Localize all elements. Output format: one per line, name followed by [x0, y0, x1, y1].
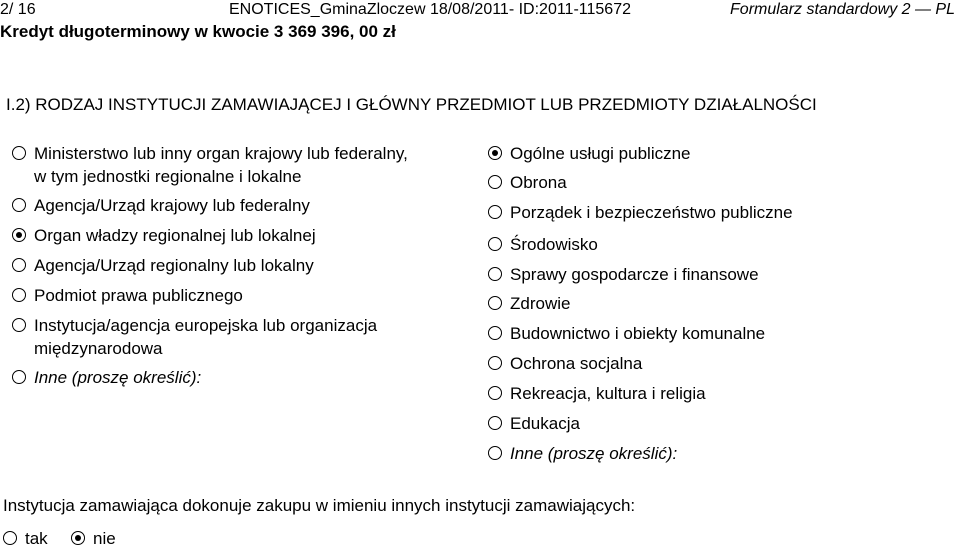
radio-button[interactable] — [3, 531, 17, 545]
option-label: tak — [25, 529, 48, 548]
option-label: Ministerstwo lub inny organ krajowy lub federalny, — [34, 144, 408, 163]
radio-button[interactable] — [488, 386, 502, 400]
activity-option-health[interactable] — [488, 292, 570, 315]
radio-button[interactable] — [488, 237, 502, 251]
activity-option-defence[interactable] — [488, 171, 567, 194]
on-behalf-question: Instytucja zamawiająca dokonuje zakupu w imieniu innych instytucji zamawiających: — [3, 496, 636, 515]
option-label: Porządek i bezpieczeństwo publiczne — [510, 203, 793, 222]
activity-option-other[interactable] — [488, 442, 677, 465]
on-behalf-option-yes[interactable] — [3, 527, 48, 550]
option-label: Środowisko — [510, 235, 598, 254]
section-heading: I.2) RODZAJ INSTYTUCJI ZAMAWIAJĄCEJ I GŁÓWNY PRZEDMIOT LUB PRZEDMIOTY DZIAŁALNOŚCI — [6, 95, 817, 114]
activity-option-recreation[interactable] — [488, 382, 706, 405]
authority-option-european-institution[interactable] — [12, 314, 377, 360]
radio-button-selected[interactable] — [71, 531, 85, 545]
option-label: Inne (proszę określić): — [34, 368, 202, 387]
radio-button[interactable] — [488, 205, 502, 219]
radio-button[interactable] — [12, 146, 26, 160]
radio-button-selected[interactable] — [488, 146, 502, 160]
radio-button[interactable] — [12, 258, 26, 272]
radio-button[interactable] — [488, 296, 502, 310]
option-label-cont: międzynarodowa — [34, 339, 163, 358]
option-label: Zdrowie — [510, 294, 571, 313]
option-label-cont: w tym jednostki regionalne i lokalne — [34, 167, 302, 186]
radio-button-selected[interactable] — [12, 228, 26, 242]
radio-button[interactable] — [12, 318, 26, 332]
option-label: Budownictwo i obiekty komunalne — [510, 324, 766, 343]
form-name: Formularz standardowy 2 — PL — [730, 1, 955, 18]
authority-option-other[interactable] — [12, 366, 201, 389]
option-label: Organ władzy regionalnej lub lokalnej — [34, 226, 316, 245]
radio-button[interactable] — [12, 370, 26, 384]
page-number: 2/ 16 — [0, 1, 36, 18]
option-label: Agencja/Urząd krajowy lub federalny — [34, 196, 310, 215]
authority-option-public-law-body[interactable] — [12, 284, 243, 307]
option-label: nie — [93, 529, 116, 548]
authority-option-regional-agency[interactable] — [12, 254, 314, 277]
option-label: Obrona — [510, 173, 567, 192]
option-label: Sprawy gospodarcze i finansowe — [510, 265, 759, 284]
radio-button[interactable] — [12, 288, 26, 302]
option-label: Ogólne usługi publiczne — [510, 144, 691, 163]
radio-button[interactable] — [488, 416, 502, 430]
on-behalf-option-no[interactable] — [71, 527, 116, 550]
option-label: Inne (proszę określić): — [510, 444, 678, 463]
radio-button[interactable] — [488, 356, 502, 370]
activity-option-general-public-services[interactable] — [488, 142, 691, 165]
document-id: ENOTICES_GminaZloczew 18/08/2011- ID:2011-115672 — [229, 1, 631, 18]
activity-option-social-protection[interactable] — [488, 352, 642, 375]
option-label: Edukacja — [510, 414, 580, 433]
authority-option-regional-authority[interactable] — [12, 224, 316, 247]
radio-button[interactable] — [488, 267, 502, 281]
option-label: Instytucja/agencja europejska lub organizacja — [34, 316, 378, 335]
activity-option-housing[interactable] — [488, 322, 765, 345]
activity-option-environment[interactable] — [488, 233, 598, 256]
radio-button[interactable] — [488, 446, 502, 460]
option-label: Rekreacja, kultura i religia — [510, 384, 706, 403]
activity-option-education[interactable] — [488, 412, 580, 435]
authority-option-ministry[interactable] — [12, 142, 408, 188]
page-title: Kredyt długoterminowy w kwocie 3 369 396, 00 zł — [0, 22, 396, 41]
option-label: Ochrona socjalna — [510, 354, 643, 373]
activity-option-public-order[interactable] — [488, 201, 793, 224]
option-label: Podmiot prawa publicznego — [34, 286, 243, 305]
radio-button[interactable] — [488, 175, 502, 189]
activity-option-economic-affairs[interactable] — [488, 263, 759, 286]
option-label: Agencja/Urząd regionalny lub lokalny — [34, 256, 314, 275]
authority-option-national-agency[interactable] — [12, 194, 310, 217]
radio-button[interactable] — [488, 326, 502, 340]
radio-button[interactable] — [12, 198, 26, 212]
